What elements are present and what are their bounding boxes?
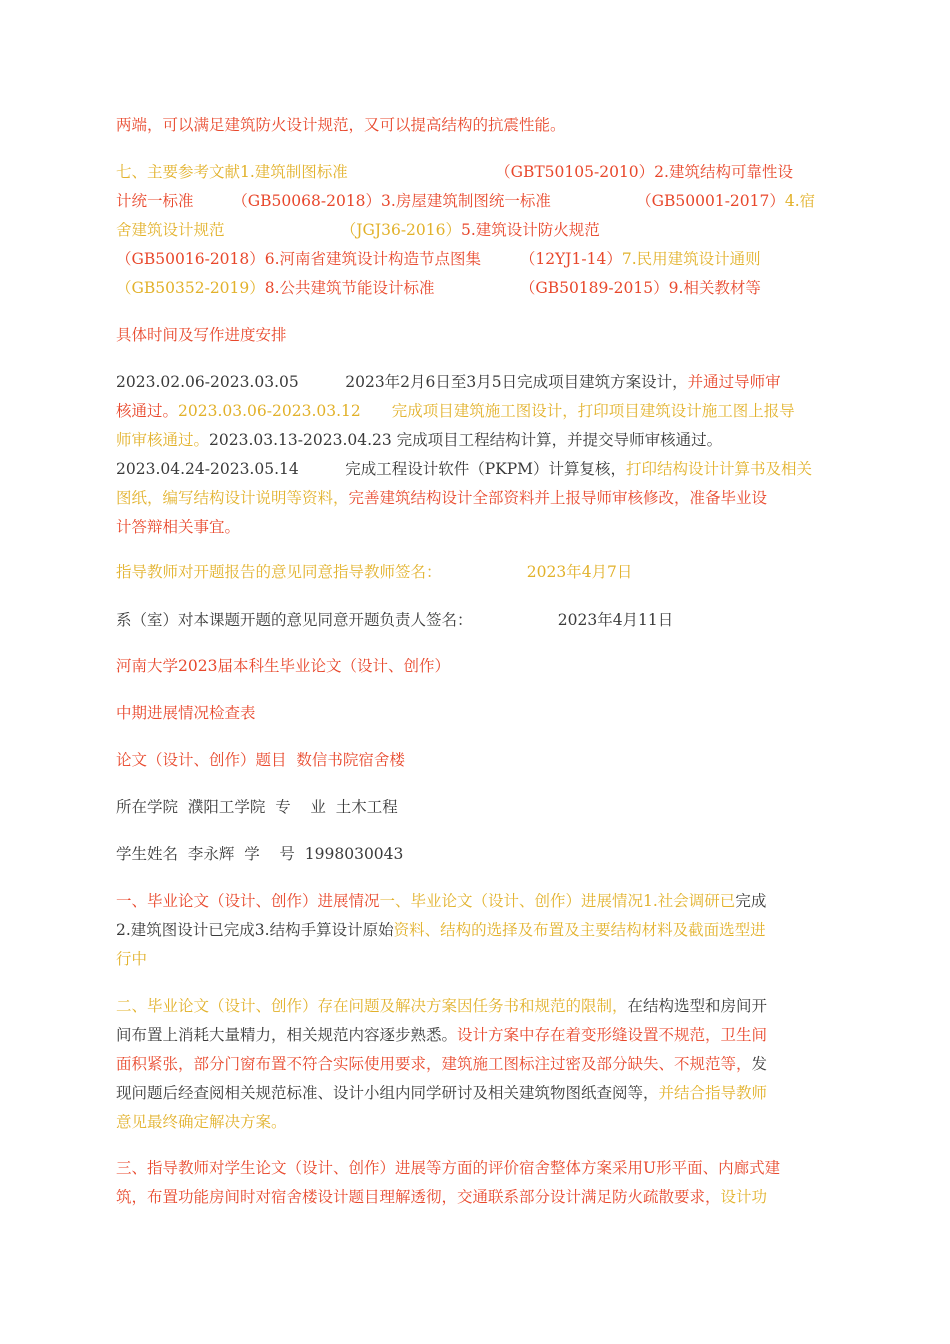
paragraph-form-title [116,652,836,681]
text-line [116,321,836,350]
text-run: 面积紧张，部分门窗布置不符合实际使用要求，建筑施工图标注过密及部分缺失、不规范等， [116,1055,752,1073]
text-run: 计统一标准 [116,192,194,210]
text-run [348,163,503,181]
text-run: （12YJ1-14） [527,250,622,268]
text-run: 河南大学2023届本科生毕业论文（设计、创作） [116,657,450,675]
text-run: 打印结构设计计算书及相关 [626,460,813,478]
text-run: 行中 [116,950,148,968]
text-line [116,887,836,916]
text-run: （GBT50105-2010）2.建筑结构可靠性设 [502,163,793,181]
text-line [116,840,836,869]
text-run: （GB50189-2015）9.相关教材等 [527,279,761,297]
text-run: 三、指导教师对学生论文（设计、创作）进展等方面的评价宿舍整体方案采用U形平面、内廊式建 [116,1159,781,1177]
text-run: （GB50068-2018）3.房屋建筑制图统一标准 [240,192,551,210]
text-run: 一、毕业论文（设计、创作）进展情况 [116,892,380,910]
text-line [116,274,836,303]
text-run: 2023.04.24-2023.05.14 完成工程设计软件（PKPM）计算复核， [116,460,627,478]
text-line [116,992,836,1021]
text-line [116,426,836,455]
text-run: 指导教师对开题报告的意见同意指导教师签名： 2023年4月7日 [116,563,633,581]
text-line [116,455,836,484]
text-run: 所在学院 濮阳工学院 专 业 土木工程 [116,798,398,816]
text-line [116,1079,836,1108]
text-run: 七、主要参考文献1.建筑制图标准 [116,163,348,181]
text-run: 舍建筑设计规范 [116,221,225,239]
paragraph-progress-section [116,887,836,974]
text-line [116,1021,836,1050]
text-line [116,216,836,245]
text-line [116,945,836,974]
text-run: 两端，可以满足建筑防火设计规范，又可以提高结构的抗震性能。 [116,116,566,134]
text-run: 具体时间及写作进度安排 [116,326,287,344]
paragraph-problems-section [116,992,836,1137]
text-line [116,1154,836,1183]
text-run: 现问题后经查阅相关规范标准、设计小组内同学研讨及相关建筑物图纸查阅等， [116,1084,659,1102]
paragraph-form-subtitle [116,699,836,728]
text-line [116,699,836,728]
text-run: 并通过导师审 [687,373,781,391]
text-run [194,192,241,210]
text-line [116,1108,836,1137]
text-line [116,1183,836,1212]
text-run [551,192,644,210]
text-line [116,558,836,587]
paragraph-thesis-title [116,746,836,775]
text-run: 并结合指导教师 [658,1084,768,1102]
text-line [116,746,836,775]
text-run: 二、毕业论文（设计、创作）存在问题及解决方案因任务书和规范的限制， [116,997,628,1015]
text-run: 2.建筑图设计已完成3.结构手算设计原始 [116,921,394,939]
text-run [481,250,528,268]
text-run: 师审核通过。 [116,431,210,449]
text-run: 一、毕业论文（设计、创作）进展情况1.社会调研已 [379,892,736,910]
text-run: 8.公共建筑节能设计标准 [264,279,435,297]
text-run: （GB50352-2019） [116,279,265,297]
text-run: 完善建筑结构设计全部资料并上报导师审核修改，准备毕业设 [348,489,768,507]
text-run: 4.宿 [784,192,816,210]
text-run: 发 [751,1055,768,1073]
text-line [116,652,836,681]
text-run: 2023.02.06-2023.03.05 2023年2月6日至3月5日完成项目建筑方案设计， [116,373,688,391]
text-run: 设计方案中存在着变形缝设置不规范，卫生间 [457,1026,768,1044]
paragraph-student-info [116,840,836,869]
text-line [116,916,836,945]
text-run: 学生姓名 李永辉 学 号 1998030043 [116,845,404,863]
text-run: （GB50001-2017） [643,192,785,210]
text-line [116,484,836,513]
paragraph-department-opinion [116,606,836,635]
text-run: 意见最终确定解决方案。 [116,1113,287,1131]
text-line [116,606,836,635]
paragraph-schedule-heading [116,321,836,350]
text-run: 中期进展情况检查表 [116,704,256,722]
text-run: 5.建筑设计防火规范 [461,221,600,239]
text-run: 7.民用建筑设计通则 [621,250,761,268]
text-run: （JGJ36-2016） [348,221,461,239]
paragraph-evaluation-section [116,1154,836,1212]
text-run: 论文（设计、创作）题目 数信书院宿舍楼 [116,751,405,769]
text-line [116,158,836,187]
text-line [116,245,836,274]
text-run: 系（室）对本课题开题的意见同意开题负责人签名： 2023年4月11日 [116,611,674,629]
text-run: 筑，布置功能房间时对宿舍楼设计题目理解透彻，交通联系部分设计满足防火疏散要求， [116,1188,721,1206]
text-run: 2023.03.06-2023.03.12 完成项目建筑施工图设计，打印项目建筑设计施工图上报导 [178,402,795,420]
paragraph-schedule [116,368,836,542]
text-run: 间布置上消耗大量精力，相关规范内容逐步熟悉。 [116,1026,458,1044]
text-run: 设计功 [720,1188,768,1206]
text-run: （GB50016-2018）6.河南省建筑设计构造节点图集 [116,250,482,268]
text-run: 完成 [735,892,767,910]
text-line [116,397,836,426]
text-line [116,1050,836,1079]
text-run: 在结构选型和房间开 [627,997,768,1015]
text-run: 计答辩相关事宜。 [116,518,241,536]
text-line [116,111,836,140]
text-run: 2023.03.13-2023.04.23 完成项目工程结构计算，并提交导师审核通过。 [209,431,723,449]
text-line [116,793,836,822]
text-run [225,221,349,239]
paragraph-advisor-opinion [116,558,836,587]
text-line [116,368,836,397]
paragraph-fire-code-ending [116,111,836,140]
text-run: 资料、结构的选择及布置及主要结构材料及截面选型进 [393,921,766,939]
text-run: 核通过。 [116,402,179,420]
text-line [116,187,836,216]
paragraph-references [116,158,836,303]
text-run [435,279,528,297]
text-line [116,513,836,542]
paragraph-college-major [116,793,836,822]
text-run: 图纸，编写结构设计说明等资料， [116,489,349,507]
